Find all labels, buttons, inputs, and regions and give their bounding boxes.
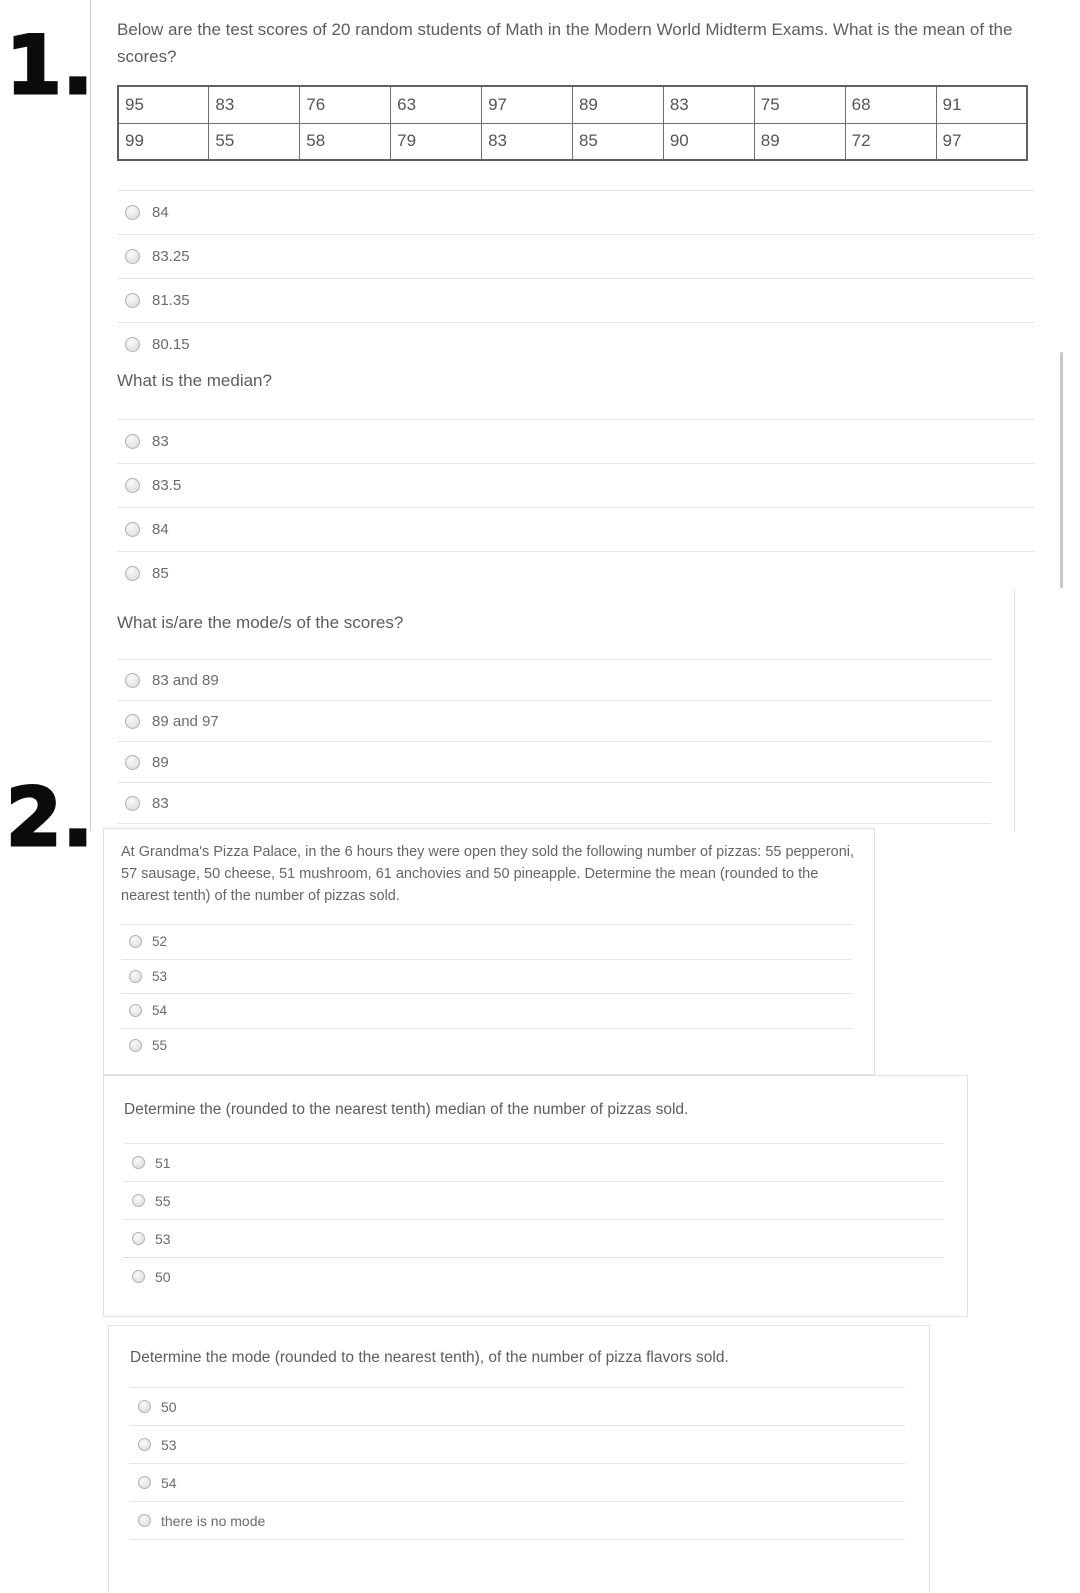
table-row xyxy=(118,123,1027,160)
option-label: 84 xyxy=(152,521,169,538)
table-cell: 91 xyxy=(936,86,1027,123)
table-cell: 79 xyxy=(391,123,482,160)
option-label: 53 xyxy=(161,1436,177,1453)
answer-option[interactable] xyxy=(117,700,991,741)
option-label: 50 xyxy=(155,1268,171,1285)
radio-button-icon[interactable] xyxy=(125,249,140,264)
answer-option[interactable] xyxy=(121,1028,852,1063)
answer-option[interactable] xyxy=(124,1219,944,1257)
radio-button-icon[interactable] xyxy=(125,522,140,537)
radio-button-icon[interactable] xyxy=(129,970,142,983)
radio-button-icon[interactable] xyxy=(125,796,140,811)
option-label: 83 and 89 xyxy=(152,671,219,689)
answer-option[interactable] xyxy=(117,659,991,700)
option-label: there is no mode xyxy=(161,1512,266,1529)
answer-option[interactable] xyxy=(117,741,991,782)
table-cell: 83 xyxy=(209,86,300,123)
table-cell: 97 xyxy=(482,86,573,123)
option-label: 81.35 xyxy=(152,292,190,309)
table-cell: 55 xyxy=(209,123,300,160)
q1-mode-options-group xyxy=(117,659,991,824)
q1-mean-options-group xyxy=(117,190,1035,366)
radio-button-icon[interactable] xyxy=(129,935,142,948)
answer-option[interactable] xyxy=(130,1425,905,1463)
table-cell: 95 xyxy=(118,86,209,123)
table-cell: 63 xyxy=(391,86,482,123)
radio-button-icon[interactable] xyxy=(129,1004,142,1017)
option-label: 54 xyxy=(161,1474,177,1491)
answer-option[interactable] xyxy=(117,190,1035,234)
panel-left-border xyxy=(90,0,91,831)
q2-median-prompt: Determine the (rounded to the nearest tenth) median of the number of pizzas sold. xyxy=(124,1101,689,1118)
question-1-number: 1. xyxy=(6,19,95,112)
answer-option[interactable] xyxy=(121,993,852,1028)
option-label: 83.5 xyxy=(152,477,182,494)
answer-option[interactable] xyxy=(124,1143,944,1181)
answer-option[interactable] xyxy=(117,551,1035,595)
radio-button-icon[interactable] xyxy=(125,337,140,352)
q2-mode-prompt: Determine the mode (rounded to the nearest tenth), of the number of pizza flavors sold. xyxy=(130,1349,729,1366)
table-cell: 83 xyxy=(482,123,573,160)
table-row xyxy=(118,86,1027,123)
answer-option[interactable] xyxy=(117,322,1035,366)
option-label: 53 xyxy=(152,968,168,984)
option-label: 85 xyxy=(152,565,169,582)
radio-button-icon[interactable] xyxy=(138,1438,151,1451)
table-cell: 90 xyxy=(663,123,754,160)
option-label: 53 xyxy=(155,1230,171,1247)
option-label: 83.25 xyxy=(152,248,190,265)
radio-button-icon[interactable] xyxy=(138,1514,151,1527)
option-label: 50 xyxy=(161,1398,177,1415)
answer-option[interactable] xyxy=(130,1463,905,1501)
table-cell: 85 xyxy=(572,123,663,160)
option-label: 84 xyxy=(152,204,169,221)
answer-option[interactable] xyxy=(117,507,1035,551)
radio-button-icon[interactable] xyxy=(125,673,140,688)
option-label: 54 xyxy=(152,1003,168,1019)
table-cell: 83 xyxy=(663,86,754,123)
radio-button-icon[interactable] xyxy=(132,1194,145,1207)
table-cell: 72 xyxy=(845,123,936,160)
scrollbar[interactable] xyxy=(1060,352,1063,588)
q2-mode-panel xyxy=(108,1325,930,1593)
radio-button-icon[interactable] xyxy=(125,434,140,449)
radio-button-icon[interactable] xyxy=(138,1476,151,1489)
q2-mean-prompt: At Grandma's Pizza Palace, in the 6 hours they were open they sold the following number of pizzas: 55 pepperoni, 57 sausage, 50 cheese, 51 mushroom, 61 anchovies and 50 pineapple. Determine the mean (rounded to the nearest tenth) of the number of pizzas sold. xyxy=(121,844,855,904)
radio-button-icon[interactable] xyxy=(132,1232,145,1245)
option-label: 89 and 97 xyxy=(152,712,219,730)
option-label: 80.15 xyxy=(152,336,190,353)
table-cell: 89 xyxy=(572,86,663,123)
option-label: 55 xyxy=(155,1192,171,1209)
radio-button-icon[interactable] xyxy=(125,293,140,308)
table-cell: 58 xyxy=(300,123,391,160)
option-label: 55 xyxy=(152,1037,168,1053)
q1-mode-prompt: What is/are the mode/s of the scores? xyxy=(117,613,404,632)
radio-button-icon[interactable] xyxy=(125,478,140,493)
answer-option[interactable] xyxy=(121,924,852,959)
answer-option[interactable] xyxy=(121,959,852,994)
q2-median-options-group xyxy=(124,1143,944,1295)
table-cell: 97 xyxy=(936,123,1027,160)
q2-mean-options-group xyxy=(121,924,852,1062)
table-cell: 76 xyxy=(300,86,391,123)
table-cell: 99 xyxy=(118,123,209,160)
radio-button-icon[interactable] xyxy=(125,755,140,770)
option-label: 83 xyxy=(152,433,169,450)
q2-median-panel xyxy=(103,1075,968,1317)
q2-mode-options-group xyxy=(130,1387,905,1540)
answer-option[interactable] xyxy=(117,278,1035,322)
radio-button-icon[interactable] xyxy=(132,1156,145,1169)
question-2-number: 2. xyxy=(6,771,95,864)
option-label: 52 xyxy=(152,934,168,950)
answer-option[interactable] xyxy=(130,1501,905,1539)
radio-button-icon[interactable] xyxy=(125,205,140,220)
q1-median-prompt: What is the median? xyxy=(117,371,272,390)
scores-table xyxy=(117,85,1028,161)
answer-option[interactable] xyxy=(117,463,1035,507)
answer-option[interactable] xyxy=(117,419,1035,463)
panel-right-border xyxy=(1014,590,1015,831)
q1-mean-prompt: Below are the test scores of 20 random students of Math in the Modern World Midterm Exams. What is the mean of the scores? xyxy=(117,20,1013,66)
answer-option[interactable] xyxy=(117,234,1035,278)
table-cell: 68 xyxy=(845,86,936,123)
table-cell: 75 xyxy=(754,86,845,123)
q1-median-options-group xyxy=(117,419,1035,595)
radio-button-icon[interactable] xyxy=(129,1039,142,1052)
radio-button-icon[interactable] xyxy=(138,1400,151,1413)
answer-option[interactable] xyxy=(124,1257,944,1295)
radio-button-icon[interactable] xyxy=(125,566,140,581)
answer-option[interactable] xyxy=(117,782,991,823)
answer-option[interactable] xyxy=(130,1387,905,1425)
radio-button-icon[interactable] xyxy=(125,714,140,729)
option-label: 51 xyxy=(155,1154,171,1171)
option-label: 89 xyxy=(152,753,169,771)
answer-option[interactable] xyxy=(124,1181,944,1219)
table-cell: 89 xyxy=(754,123,845,160)
q2-mean-panel xyxy=(103,828,875,1075)
option-label: 83 xyxy=(152,794,169,812)
radio-button-icon[interactable] xyxy=(132,1270,145,1283)
